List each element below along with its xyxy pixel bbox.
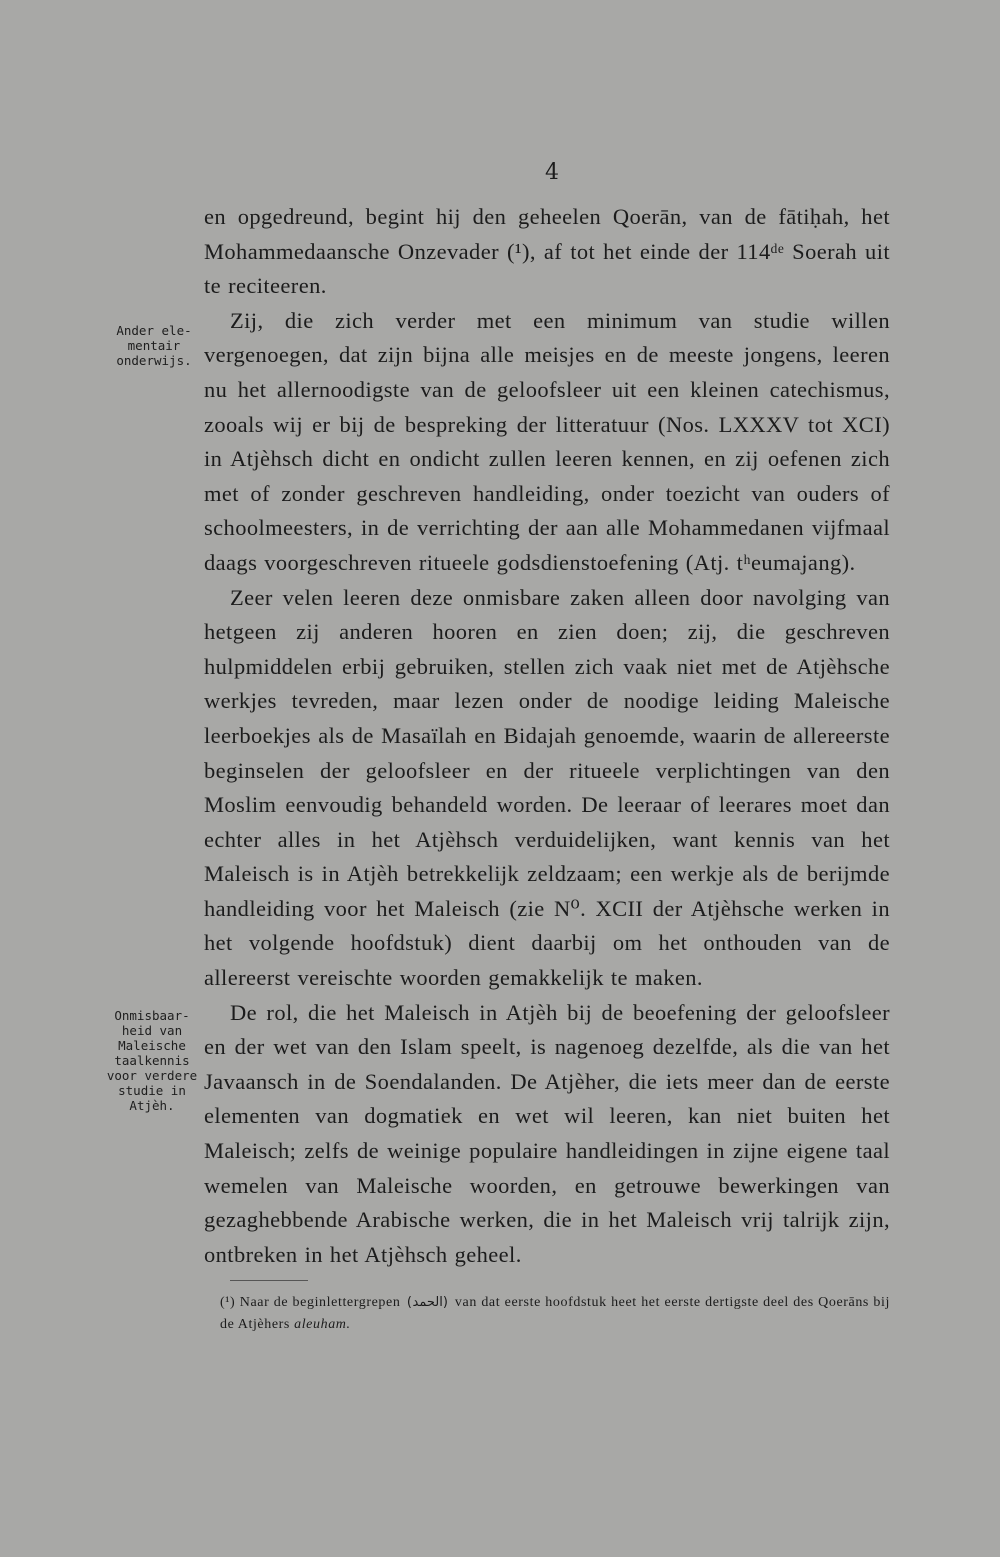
margin-note-malay-necessity bbox=[96, 1008, 208, 1113]
margin-note-line: onderwijs. bbox=[116, 353, 192, 368]
footnote-rule bbox=[230, 1280, 308, 1281]
footnote-text-before: Naar de beginlettergrepen bbox=[239, 1295, 401, 1310]
footnote-text-after: van dat eerste hoofdstuk heet het eerste dertigste deel des Qoerāns bij de Atjèhers bbox=[220, 1295, 890, 1332]
margin-note-line: Atjèh. bbox=[129, 1098, 175, 1113]
footnote-italic-term: aleuham. bbox=[294, 1317, 351, 1332]
footnote-marker: (¹) bbox=[220, 1295, 236, 1310]
margin-note-line: Ander ele- bbox=[116, 323, 192, 338]
footnote-arabic: (الحمد) bbox=[406, 1295, 449, 1310]
margin-note-line: heid van bbox=[121, 1023, 183, 1038]
margin-note-line: voor verdere bbox=[106, 1068, 198, 1083]
margin-note-elementary-education bbox=[98, 323, 210, 368]
margin-note-line: Maleische bbox=[118, 1038, 186, 1053]
margin-note-line: studie in bbox=[118, 1083, 186, 1098]
paragraph-4: De rol, die het Maleisch in Atjèh bij de beoefening der geloofsleer en der wet van den Islam speelt, is nagenoeg dezelfde, als die van het Javaansch in de Soendalanden. De Atjèher, die iets meer dan de eerste elementen van dogmatiek en wet wil leeren, kan niet buiten het Maleisch; zelfs de weinige populaire handleidingen in zijne eigene taal wemelen van Maleische woorden, en getrouwe bewerkingen van gezaghebbende Arabische werken, die in het Maleisch vrij talrijk zijn, ontbreken in het Atjèhsch geheel. bbox=[204, 999, 890, 1267]
paragraph-3: Zeer velen leeren deze onmisbare zaken alleen door navolging van hetgeen zij anderen hooren en zien doen; zij, die geschreven hulpmiddelen erbij gebruiken, stellen zich vaak niet met de Atjèhsche werkjes tevreden, maar lezen onder de noodige leiding Maleische leerboekjes als de Masaïlah en Bidajah genoemde, waarin de allereerste beginselen der geloofsleer en der ritueele verplichtingen van den Moslim eenvoudig behandeld worden. De leeraar of leerares moet dan echter alles in het Atjèhsch verduidelijken, want kennis van het Maleisch is in Atjèh betrekkelijk zeldzaam; een werkje als de berijmde handleiding voor het Maleisch (zie N⁰. XCII der Atjèhsche werken in het volgende hoofdstuk) dient daarbij om het onthouden van de allereerst vereischte woorden gemakkelijk te maken. bbox=[204, 584, 890, 991]
margin-note-line: taalkennis bbox=[114, 1053, 190, 1068]
footnote bbox=[220, 1292, 890, 1336]
margin-note-line: mentair bbox=[127, 338, 181, 353]
page-number: 4 bbox=[545, 160, 559, 185]
paragraph-2: Zij, die zich verder met een minimum van studie willen vergenoegen, dat zijn bijna alle meisjes en de meeste jongens, leeren nu het allernoodigste van de geloofsleer uit een kleinen catechismus, zooals wij er bij de bespreking der litteratuur (Nos. LXXXV tot XCI) in Atjèhsch dicht en ondicht zullen leeren kennen, en zij oefenen zich met of zonder geschreven handleiding, onder toezicht van ouders of schoolmeesters, in de verrichting der aan alle Mohammedanen vijfmaal daags voorgeschreven ritueele godsdienstoefening (Atj. tʰeumajang). bbox=[204, 307, 890, 575]
margin-note-line: Onmisbaar- bbox=[114, 1008, 190, 1023]
paragraph-1: en opgedreund, begint hij den geheelen Qoerān, van de fātiḥah, het Mohammedaansche Onzevader (¹), af tot het einde der 114ᵈᵉ Soerah uit te reciteeren. bbox=[204, 204, 890, 299]
body-text bbox=[204, 200, 890, 1272]
